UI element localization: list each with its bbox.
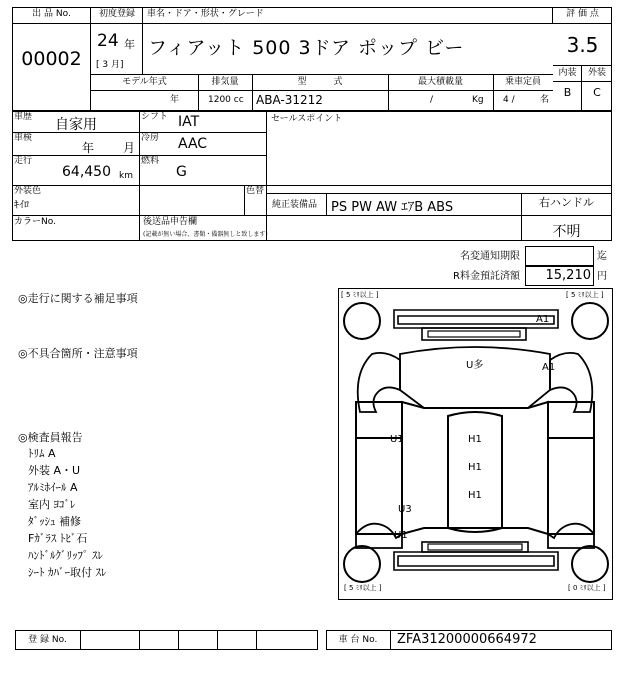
car-name: フィアット 500 3ドア ポップ ビー (148, 37, 465, 59)
rear-bumper (394, 552, 558, 570)
reg-no-label: 登 録 No. (28, 635, 67, 645)
equipment-div-1 (326, 193, 327, 215)
interior-grade: B (563, 86, 572, 99)
max-load-unit: Kg (472, 95, 484, 105)
capacity-label: 乗車定員 (504, 77, 541, 87)
inspector-line: 外装 A・U (28, 464, 81, 477)
reg-no-div-2 (139, 630, 140, 650)
color-change-div (244, 185, 245, 215)
color-no-label: カラーNo. (14, 217, 56, 227)
inspector-title: ◎検査員報告 (18, 431, 83, 444)
history-label: 車歴 (14, 112, 33, 122)
recycle-value: 15,210 (545, 268, 591, 283)
front-grille (422, 328, 526, 340)
left-fender (358, 353, 400, 412)
inspector-line: ﾄﾘﾑ A (28, 447, 56, 460)
shift-value: IAT (178, 114, 200, 130)
inspector-line: ﾊﾝﾄﾞﾙｸﾞﾘｯﾌﾟ ｽﾚ (28, 549, 103, 562)
fuel-label: 燃料 (141, 156, 160, 166)
mileage-value: 64,450 (62, 164, 111, 180)
mark-roof-2: H1 (468, 462, 482, 473)
mark-rear-left-1: U3 (398, 504, 412, 515)
equipment-value: PS PW AW ｴｱB ABS (331, 200, 454, 215)
hood (400, 347, 550, 408)
inspector-line: ﾀﾞｯｼｭ 補修 (28, 515, 81, 528)
shift-label: シフト (141, 112, 169, 122)
reg-month: [ 3 月] (96, 60, 124, 70)
spec-row-mid (91, 90, 553, 91)
interior-label: 内装 (558, 68, 577, 78)
chassis-label: 車 台 No. (338, 635, 378, 645)
post-docs-label: 後送品申告欄 (143, 217, 198, 227)
equipment-top (266, 193, 612, 194)
capacity-unit: 名 (540, 95, 550, 105)
lot-number: 00002 (21, 48, 82, 70)
reg-no-div-1 (80, 630, 81, 650)
tire-top-right-depth: [ 5 ﾐﾘ以上 ] (566, 291, 604, 299)
model-year-label: モデル年式 (122, 77, 167, 87)
car-damage-diagram (338, 288, 613, 600)
post-docs-div (139, 215, 140, 241)
car-name-label: 車名・ドア・形状・グレード (147, 9, 264, 19)
name-change-unit: 迄 (597, 251, 607, 262)
type-value: ABA-31212 (256, 93, 323, 107)
tire-top-left-depth: [ 5 ﾐﾘ以上 ] (341, 291, 379, 299)
fuel-value: G (176, 164, 187, 180)
notes-section (18, 290, 138, 307)
recycle-unit: 円 (597, 271, 607, 282)
handle-label: 右ハンドル (539, 196, 594, 209)
rating-label: 評 価 点 (566, 9, 599, 19)
reg-no-div-3 (178, 630, 179, 650)
name-change-label: 名変通知期限 (460, 251, 520, 262)
mark-roof-3: H1 (468, 490, 482, 501)
ac-value: AAC (178, 136, 208, 152)
reg-no-div-4 (217, 630, 218, 650)
tire-bottom-right-depth: [ 0 ﾐﾘ以上 ] (568, 584, 606, 592)
defects-notes-title: ◎不具合箇所・注意事項 (18, 347, 138, 360)
ext-color-value: ｷｲﾛ (14, 200, 29, 211)
reg-no-div-5 (256, 630, 257, 650)
reg-year-unit: 年 (124, 38, 135, 51)
type-label: 型 式 (297, 77, 343, 87)
left-body (356, 402, 402, 534)
mark-hood: U多 (466, 360, 484, 371)
details-row-2 (12, 155, 266, 156)
reg-year: 24 (97, 31, 119, 51)
defects-section (18, 345, 138, 362)
max-load-value: / (430, 95, 434, 105)
mark-rear-left-2: U1 (394, 530, 408, 541)
post-docs-note: (記載が無い場合、書類・備器無しと致します) (143, 231, 268, 238)
mark-front-bumper: A1 (536, 314, 550, 325)
displacement-value: 1200 cc (208, 95, 244, 105)
driving-notes-title: ◎走行に関する補足事項 (18, 292, 138, 305)
inspector-line: 室内 ﾖｺﾞﾚ (28, 498, 76, 511)
inspector-report (18, 430, 107, 581)
model-year-unit: 年 (170, 95, 180, 105)
tire-rear-left (344, 546, 380, 582)
tire-front-right (572, 303, 608, 339)
mileage-label: 走行 (14, 156, 33, 166)
tire-rear-right (572, 546, 608, 582)
spec-row-top (91, 74, 553, 75)
front-bumper (394, 310, 558, 328)
name-change-box (525, 246, 594, 266)
capacity-value: 4 / (503, 95, 515, 105)
sales-points-label: セールスポイント (271, 114, 343, 124)
chassis-number: ZFA31200000664972 (397, 632, 537, 647)
right-fender (550, 353, 592, 412)
first-reg-label: 初度登録 (98, 9, 135, 19)
details-row-3 (12, 185, 612, 186)
rating-value: 3.5 (566, 33, 599, 57)
mileage-unit: km (119, 171, 133, 181)
tire-bottom-left-depth: [ 5 ﾐﾘ以上 ] (344, 584, 382, 592)
recycle-label: R料金預託済額 (453, 271, 520, 282)
handle-value: 不明 (552, 224, 581, 240)
exterior-label: 外装 (587, 68, 606, 78)
details-row-1 (12, 132, 266, 133)
lot-label: 出 品 No. (32, 9, 71, 19)
mark-left-door: U1 (390, 434, 404, 445)
rear-right-quarter (548, 524, 594, 548)
equipment-label: 純正装備品 (272, 200, 318, 210)
details-row-4 (12, 215, 612, 216)
mark-right-fender: A1 (542, 362, 556, 373)
displacement-label: 排気量 (211, 77, 239, 87)
exterior-grade: C (593, 86, 601, 99)
details-div-b (266, 111, 267, 241)
inspection-year: 年 (82, 141, 95, 155)
tire-front-left (344, 303, 380, 339)
inspection-month: 月 (123, 141, 136, 155)
color-change-label: 色替 (246, 186, 265, 196)
inspection-label: 車検 (14, 133, 33, 143)
inspector-line: Fｶﾞﾗｽ ﾄﾋﾞ石 (28, 532, 88, 545)
inspector-line: ｱﾙﾐﾎｲｰﾙ A (28, 481, 78, 494)
history-value: 自家用 (55, 117, 97, 133)
ac-label: 冷房 (141, 133, 160, 143)
right-body (548, 402, 594, 534)
inspector-line: ｼｰﾄ ｶﾊﾞｰ取付 ｽﾚ (28, 566, 107, 579)
chassis-div (390, 630, 391, 650)
ext-color-label: 外装色 (14, 186, 42, 196)
details-div-a (139, 111, 140, 215)
mark-roof-1: H1 (468, 434, 482, 445)
max-load-label: 最大積載量 (417, 77, 463, 87)
